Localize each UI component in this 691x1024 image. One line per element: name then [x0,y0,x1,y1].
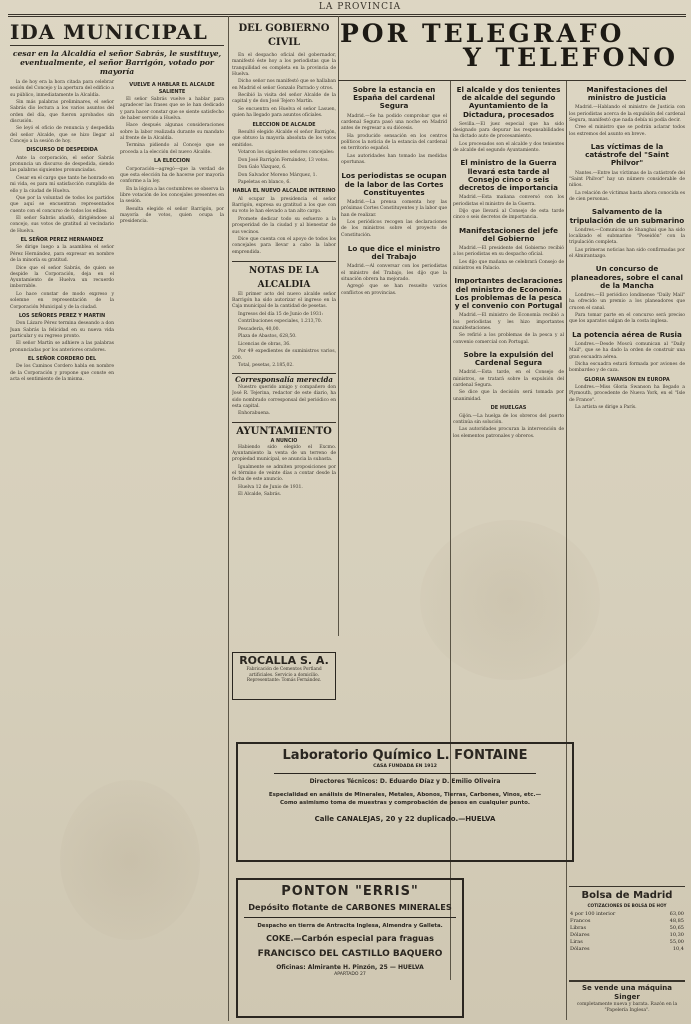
headline: Las víctimas de la catástrofe del "Saint Philvor" [585,142,669,168]
bolsa-label: Dólares [570,932,590,938]
bolsa-label: Dólares [570,946,590,952]
ad-title: Se vende una máquina Singer [582,984,672,1001]
headline: La potencia aérea de Rusia [572,329,682,339]
ad-directors: Directores Técnicos: D. Eduardo Díaz y D. Emilio Oliveira [309,778,501,785]
bolsa-label: Liras [570,939,583,945]
ad-name: FRANCISCO DEL CASTILLO BAQUERO [257,949,443,959]
paragraph: Se leyó el oficio de renuncia y despedida del señor Alcalde, que se hizo llegar al Concejo a la sesión de hoy. [10,126,114,145]
paragraph: Londres.—El periódico londinense "Daily Mail" ha ofrecido un premio a los planeadores que crucen el canal. [569,293,685,311]
ad-line: Despacho en tierra de Antracita Inglesa, Almendra y Galleta. [257,923,443,929]
paragraph: Ha producido sensación en los centros políticos la noticia de la estancia del cardenal en territorio español. [341,133,447,152]
table-row [569,932,685,939]
paragraph: Madrid.—La prensa comenta hoy las próximas Cortes Constituyentes y la labor que han de realizar. [341,199,447,218]
subheading: DE HUELGAS [490,405,527,412]
telegrafo-column-1 [341,86,447,631]
paragraph: El señor Sabrás vuelve a hablar para agradecer las frases que se le han dedicado y para hacer constar que se siente satisfecho de haber servido a Huelva. [120,97,224,121]
paragraph: Se dirige luego a la asamblea el señor Pérez Hernández, para expresar en nombre de la minoría su gratitud. [10,245,114,264]
paragraph: Nuestro querido amigo y compañero don José R. Tejerina, redactor de este diario, ha sido nombrado corresponsal del periódico en esta capital. [232,385,336,409]
paragraph: Igualmente se admiten proposiciones por el término de veinte días a contar desde la fecha de este anuncio. [232,464,336,483]
paragraph: Para tomar parte en el concurso será preciso que los aparatos salgan de la costa inglesa. [569,313,685,325]
bolsa-value: 10,4 [672,946,684,952]
ad-address: Calle CANALEJAS, 20 y 22 duplicado.—HUELVA [314,815,496,823]
paragraph: El primer acto del nuevo alcalde señor Barrigón ha sido autorizar el ingreso en la Caja municipal de la cantidad de pesetas. [232,291,336,310]
paragraph: Licencias de obras, 36. [238,341,291,347]
headline: Manifestaciones del jefe del Gobierno [459,225,558,243]
headline: Importantes declaraciones del ministro de Economía. Los problemas de la pesca y el convenio con Portugal [454,276,563,311]
subheading: EL SEÑOR PEREZ HERNANDEZ [20,236,104,243]
paragraph: Resulta elegido el señor Barrigón, por mayoría de votos, quien ocupa la presidencia. [120,206,224,225]
paragraph: Habiendo sido elegido el Excmo. Ayuntamiento la venta de un terreno de propiedad municipal, se anuncia la subasta. [232,444,336,463]
paragraph: Las autoridades procuran la intervención de los elementos patronales y obreros. [453,427,564,439]
ad-body: Fabricación de Cementos Portland artificiales. Servicio a domicilio. Representante: Tomás Fernández. [246,667,322,684]
bolsa-table [569,911,685,953]
headline: El alcalde y dos tenientes de alcalde del segundo Ayuntamiento de la Dictadura, procesados [456,86,561,119]
paragraph: Cesar en el cargo que tanto he honrado en mi vida, es para mí satisfacción cumplida de ello y la ciudad de Huelva. [10,175,114,194]
bolsa-value: 55,00 [669,939,684,945]
top-rule [8,14,686,15]
subheading: VUELVE A HABLAR EL ALCALDE SALIENTE [129,82,215,95]
paragraph: Total, pesetas, 2.185,02. [238,363,294,369]
table-row [569,911,685,918]
ad-line: Especialidad en análisis de Minerales, Metales, Abonos, Tierras, Carbones, Vinos, etc.—Como asimismo toma de muestras y comprobación de pesos en cualquier punto. [268,792,542,806]
paragraph: En la lógica a las costumbres se observa la libre votación de los concejales presentes en la sesión. [120,186,224,205]
paragraph: Madrid.—Hablando el ministro de Justicia con los periodistas acerca de la expulsión del cardenal Segura, manifestó que nada debía ni podía decir. [569,105,685,123]
ad-subtitle: Depósito flotante de CARBONES MINERALES [248,902,452,912]
rocalla-ad [232,652,336,700]
paragraph: Don Lázaro Pérez termina deseando a don Juan Sabrás la felicidad en su nueva vida particular y su regreso pronto. [10,321,114,339]
fontaine-ad [236,742,574,862]
telegrafo-line2: Y TELEFONO [463,43,678,72]
subheading: HABLA EL NUEVO ALCALDE INTERINO [232,188,336,195]
paragraph: Dijo que llevará al Consejo de esta tarde cinco o seis decretos de importancia. [453,209,564,221]
paragraph: Madrid.—Esta mañana conversó con los periodistas el ministro de la Guerra. [453,195,564,207]
paragraph: Plaza de Abastos, 628,50. [238,334,297,340]
headline: Sobre la expulsión del Cardenal Segura [463,349,554,368]
paragraph: Los procesados son el alcalde y dos tenientes de alcalde del segundo Ayuntamiento. [453,141,564,154]
rule [338,80,686,81]
column-rule [566,80,567,1020]
paragraph: El señor Sabrás añadió, dirigiéndose al concejo, sus votos de gratitud al vecindario de Huelva. [10,216,114,234]
headline: Un concurso de planeadores, sobre el canal de la Mancha [571,264,683,290]
paragraph: Que por la voluntad de todos los partidos que aquí se encuentran representados cuento con el concurso de todos los ediles. [10,196,114,214]
ad-title: Laboratorio Químico L. FONTAINE [282,748,528,763]
bolsa-label: 4 por 100 interior [570,911,616,917]
top-rule [8,16,686,17]
paragraph: El señor Martín se adhiere a las palabras pronunciadas por los anteriores oradores. [10,341,114,353]
paragraph: La artista se dirige a París. [575,405,637,411]
paragraph: Dice que cuenta con el apoyo de todos los concejales para llevar a cabo la labor emprendida. [232,237,336,255]
bolsa-value: 48,85 [669,918,684,924]
paragraph: Dicha escuadra estará formada por aviones de bombardeo y de caza. [569,362,685,374]
bolsa-label: Libras [570,925,587,931]
paragraph: Enhorabuena. [238,411,271,417]
headline: Los periodistas se ocupan de la labor de las Cortes Constituyentes [341,171,447,197]
paragraph: Huelva 12 de Junio de 1931. [238,484,303,490]
telegrafo-column-2 [453,86,564,736]
paragraph: Les dijo que mañana se celebrará Consejo de ministros en Palacio. [453,259,564,272]
paragraph: En el despacho oficial del gobernador, manifestó éste hoy a los periodistas que la tranquilidad es completa en la provincia de Huelva. [232,53,336,77]
paragraph: Papeletas en blanco, 6. [238,180,291,186]
ponton-ad [236,878,464,1018]
bolsa-subtitle: COTIZACIONES DE BOLSA DE HOY [587,903,667,908]
ad-body: completamente nueva y barata. Razón en la "Papelería Inglesa". [576,1002,678,1013]
paragraph: Promete dedicar todo su esfuerzo a la prosperidad de la ciudad y al bienestar de sus vecinos. [232,216,336,235]
paragraph: Se encuentra en Huelva el señor Lasuen, quien ha llegado para asuntos oficiales. [232,106,336,119]
paragraph: Madrid.—Se ha podido comprobar que el cardenal Segura pasó una noche en Madrid antes de regresar a su diócesis. [341,113,447,132]
paragraph: Las primeras noticias han sido confirmadas por el Almirantazgo. [569,247,685,260]
paragraph: Hace después algunas consideraciones sobre la labor realizada durante su mandato al frente de la Alcaldía. [120,123,224,141]
paragraph: Londres.—Comunican de Shanghai que ha sido localizado el submarino "Poseidón" con la tripulación completa. [569,227,685,246]
paragraph: Don José Barrigón Fernández, 13 votos. [238,157,329,163]
bolsa-value: 63,00 [669,911,684,917]
paragraph: Se refirió a los problemas de la pesca y al convenio comercial con Portugal. [453,333,564,345]
section-title: DEL GOBIERNO CIVIL [238,23,330,48]
section-title: Corresponsalía merecida [232,373,336,385]
paragraph: Ante la corporación, el señor Sabrás pronuncia un discurso de despedida, siendo las palabras siguientes pronunciadas. [10,155,114,174]
section-title: NOTAS DE LA ALCALDIA [232,261,336,292]
paragraph: Votaron los siguientes señores concejales: [238,150,335,156]
ad-line: COKE.—Carbón especial para fraguas [266,934,434,943]
subheading: A NUNCIO [270,438,298,444]
headline: Sobre la estancia en España del cardenal Segura [352,86,436,111]
paragraph: De los Caminos Cordero habla en nombre de la Corporación y propone que conste en acta el sentimiento de la misma. [10,364,114,383]
paragraph: Contribuciones especiales, 1.213,70. [238,319,323,325]
subheading: LA ELECCION [154,158,190,165]
table-row [569,925,685,932]
paragraph: Don Salvador Moreno Márquez, 1. [238,172,317,178]
bolsa-value: 10,30 [669,932,684,938]
paragraph: Al ocupar la presidencia el señor Barrigón, expresa su gratitud a los que con su voto le han elevado a tan alto cargo. [232,196,336,215]
gobierno-civil-column [232,22,336,650]
paragraph: la de hoy era la hora citada para celebrar sesión del Concejo y la apertura del edificio a su público, inmediatamente la Alcaldía. [10,80,114,98]
subheading: GLORIA SWANSON EN EUROPA [584,376,670,383]
column-rule [338,16,339,636]
paragraph: Madrid.—Al conversar con los periodistas el ministro del Trabajo, les dijo que la situación obrera ha mejorado. [341,264,447,282]
lead-headline: cesar en la Alcaldía el señor Sabrás, le sustituye, eventualmente, el señor Barrigón, votado por mayoría [12,49,222,76]
paragraph: Las autoridades han tomado las medidas oportunas. [341,153,447,166]
paragraph: Nantes.—Entre las víctimas de la catástrofe del "Saint Philvor" hay un número considerable de niños. [569,170,685,189]
paragraph: Recibió la visita del señor Alcalde de la capital y de don José Tejero Martín. [232,93,336,105]
paragraph: Cree el ministro que se podrán aclarar todos los extremos del asunto en breve. [569,125,685,137]
bolsa-box [569,886,685,976]
paragraph: Se dice que la decisión será tomada por unanimidad. [453,390,564,402]
paragraph: Pescadería, 40,00. [238,326,280,332]
subheading: EL SEÑOR CORDERO DEL [27,355,97,362]
paragraph: Por 49 expedientes de suministros varios, 200. [232,349,336,361]
paragraph: Londres.—Miss Gloria Swanson ha llegado a Plymouth, procedente de Nueva York, en el "Isle de France". [569,385,685,403]
ad-title: PONTON "ERRIS" [281,884,419,899]
paragraph: Dicho señor nos manifestó que se hallaban en Madrid el señor Gonzalo Parrado y otros. [232,79,336,91]
column-rule [228,16,229,1021]
paragraph: Madrid.—Esta tarde, en el Consejo de ministros, se tratará sobre la expulsión del cardenal Segura. [453,370,564,388]
paragraph: Resultó elegido Alcalde el señor Barrigón, que obtuvo la mayoría absoluta de los votos emitidos. [232,130,336,148]
paragraph: Londres.—Desde Moscú comunican al "Daily Mail", que se ha dado la orden de construir una gran escuadra aérea. [569,341,685,360]
subheading: LOS SEÑORES PEREZ Y MARTIN [18,312,106,319]
table-row [569,946,685,953]
paragraph: Ingresos del día 15 de Junio de 1931: [238,311,324,317]
bolsa-label: Francos [570,918,591,924]
paragraph: Termina pidiendo al Concejo que se proceda a la elección del nuevo Alcalde. [120,143,224,155]
paragraph: Lo hace constar de modo expreso y solemne en representación de la Corporación Municipal y de la ciudad. [10,291,114,310]
paragraph: El Alcalde, Sabrás. [238,492,282,498]
paragraph: Madrid.—El ministro de Economía recibió a los periodistas y les hizo importantes manifestaciones. [453,313,564,331]
headline: Lo que dice el ministro del Trabajo [347,243,441,262]
table-row [569,939,685,946]
ad-address: Oficinas: Almirante H. Pinzón, 25 — HUELVA [276,964,424,971]
paragraph: Don Galo Vázquez, 6. [238,165,287,171]
municipal-column [10,22,224,1022]
ad-apartado: APARTADO 27 [334,972,366,977]
headline: Salvamento de la tripulación de un submarino [569,207,685,225]
headline: Manifestaciones del ministro de Justicia [586,86,668,103]
paragraph: Sevilla.—El juez especial que ha sido designado para depurar las responsabilidades ha dictado auto de procesamiento. [453,121,564,140]
bolsa-title: Bolsa de Madrid [581,890,673,901]
table-row [569,918,685,925]
paragraph: Dice que el señor Sabrás, de quien se despide la Corporación, deja en el Ayuntamiento de Huelva un recuerdo imborrable. [10,265,114,290]
subheading: DISCURSO DE DESPEDIDA [26,147,98,154]
singer-ad [569,980,685,1020]
telegrafo-column-3 [569,86,685,886]
section-title: IDA MUNICIPAL [10,22,208,44]
subheading: ELECCION DE ALCALDE [252,121,316,128]
paragraph: Los periódicos recogen las declaraciones de los ministros sobre el proyecto de Constitución. [341,220,447,238]
headline: El ministro de la Guerra llevará esta tarde al Consejo cinco o seis decretos de importancia [459,158,558,193]
masthead: LA PROVINCIA [318,2,402,12]
paragraph: La relación de víctimas hasta ahora conocida es de cien personas. [569,190,685,203]
telegrafo-heading [340,19,686,76]
paragraph: Agregó que se han resuelto varios conflictos en provincias. [341,284,447,296]
ad-title: ROCALLA S. A. [239,654,329,667]
paragraph: Gijón.—La huelga de los obreros del puerto continúa sin solución. [453,413,564,425]
bolsa-value: 50,65 [669,925,684,931]
section-title: AYUNTAMIENTO [232,422,336,439]
paragraph: Corporación—agregó—que la verdad de que esta elección ha de hacerse por mayoría conforme a la ley. [120,166,224,185]
paragraph: Sin más palabras preliminares, el señor Sabrás dio lectura a los varios asuntos del orden del día, que fueron aprobados sin discusión. [10,100,114,124]
paragraph: Madrid.—El presidente del Gobierno recibió a los periodistas en su despacho oficial. [453,246,564,258]
ad-founded: CASA FUNDADA EN 1912 [373,764,437,769]
telegrafo-line1: POR TELEGRAFO [340,19,625,48]
